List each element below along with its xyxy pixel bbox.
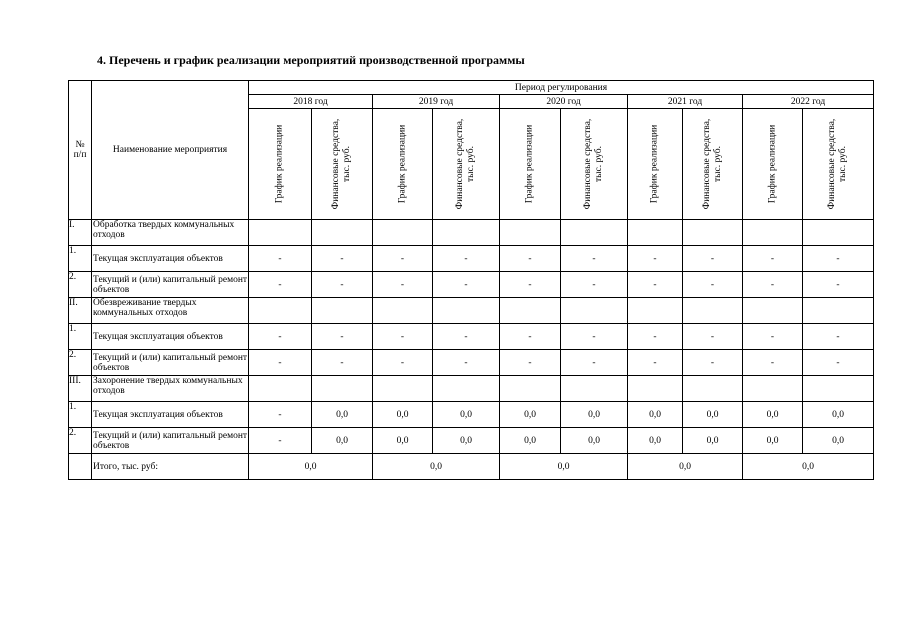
schedule-cell: - [500, 324, 561, 350]
schedule-header-label: График реализации [524, 124, 535, 204]
finance-cell: 0,0 [433, 428, 500, 454]
finance-cell: - [803, 324, 874, 350]
schedule-cell: - [743, 324, 803, 350]
finance-cell [803, 220, 874, 246]
row-name: Обезвреживание твердых коммунальных отходов [92, 298, 249, 324]
finance-cell [312, 376, 373, 402]
schedule-cell: - [743, 272, 803, 298]
schedule-cell [743, 376, 803, 402]
finance-cell: 0,0 [561, 402, 628, 428]
finance-cell: - [803, 350, 874, 376]
section-heading: 4. Перечень и график реализации мероприятий производственной программы [97, 53, 525, 67]
finance-cell: - [561, 350, 628, 376]
schedule-cell: 0,0 [500, 428, 561, 454]
row-name: Текущий и (или) капитальный ремонт объектов [92, 350, 249, 376]
schedule-cell: - [743, 246, 803, 272]
row-name: Текущая эксплуатация объектов [92, 402, 249, 428]
finance-cell [561, 376, 628, 402]
schedule-cell: - [500, 272, 561, 298]
table-row [69, 220, 874, 246]
finance-cell [683, 220, 743, 246]
schedule-cell [628, 220, 683, 246]
schedule-header [628, 109, 683, 220]
schedule-cell: - [249, 272, 312, 298]
finance-cell: - [803, 246, 874, 272]
schedule-cell: - [628, 324, 683, 350]
finance-cell [803, 376, 874, 402]
row-name: Текущий и (или) капитальный ремонт объектов [92, 428, 249, 454]
table-row [69, 428, 874, 454]
finance-header-label: Финансовые средства, тыс. руб. [331, 118, 352, 210]
finance-cell: - [561, 246, 628, 272]
finance-cell [683, 298, 743, 324]
schedule-cell: - [249, 324, 312, 350]
schedule-cell: 0,0 [628, 428, 683, 454]
row-number: 1. [69, 324, 92, 350]
row-number: I. [69, 220, 92, 246]
finance-cell: - [433, 350, 500, 376]
schedule-cell: - [743, 350, 803, 376]
finance-cell: 0,0 [433, 402, 500, 428]
schedule-cell [373, 376, 433, 402]
schedule-cell: - [249, 350, 312, 376]
schedule-cell [373, 298, 433, 324]
total-row [69, 454, 874, 480]
finance-cell: 0,0 [312, 428, 373, 454]
finance-cell: - [561, 272, 628, 298]
schedule-cell [500, 298, 561, 324]
schedule-cell: - [500, 246, 561, 272]
year-header: 2019 год [373, 95, 500, 109]
schedule-cell: - [249, 246, 312, 272]
finance-cell: - [312, 272, 373, 298]
finance-cell [561, 298, 628, 324]
finance-cell: - [683, 246, 743, 272]
row-number: III. [69, 376, 92, 402]
finance-cell [312, 220, 373, 246]
finance-header [683, 109, 743, 220]
schedule-cell [373, 220, 433, 246]
finance-cell: - [433, 272, 500, 298]
row-name: Обработка твердых коммунальных отходов [92, 220, 249, 246]
finance-header-label: Финансовые средства, тыс. руб. [583, 118, 604, 210]
total-value: 0,0 [249, 454, 373, 480]
table-row [69, 324, 874, 350]
finance-cell: - [312, 246, 373, 272]
finance-cell: - [683, 272, 743, 298]
finance-cell: - [803, 272, 874, 298]
schedule-cell: 0,0 [500, 402, 561, 428]
finance-cell: - [561, 324, 628, 350]
schedule-cell [500, 220, 561, 246]
finance-cell: - [312, 324, 373, 350]
schedule-cell: 0,0 [373, 428, 433, 454]
finance-cell: 0,0 [683, 428, 743, 454]
finance-header-label: Финансовые средства, тыс. руб. [827, 118, 848, 210]
year-header: 2018 год [249, 95, 373, 109]
schedule-cell: - [249, 428, 312, 454]
schedule-header [249, 109, 312, 220]
schedule-cell: 0,0 [743, 428, 803, 454]
year-header: 2022 год [743, 95, 874, 109]
row-name: Текущий и (или) капитальный ремонт объектов [92, 272, 249, 298]
finance-cell: 0,0 [312, 402, 373, 428]
table-row [69, 376, 874, 402]
schedule-cell: 0,0 [743, 402, 803, 428]
schedule-cell [500, 376, 561, 402]
finance-cell [433, 376, 500, 402]
table-header [69, 81, 874, 220]
finance-header [803, 109, 874, 220]
row-name: Текущая эксплуатация объектов [92, 324, 249, 350]
header-period [249, 81, 874, 95]
schedule-cell [743, 298, 803, 324]
schedule-cell: - [373, 350, 433, 376]
schedule-cell: - [249, 402, 312, 428]
schedule-cell: - [628, 272, 683, 298]
header-name [92, 81, 249, 220]
finance-cell: - [433, 324, 500, 350]
finance-cell [433, 220, 500, 246]
schedule-cell [249, 376, 312, 402]
year-header: 2020 год [500, 95, 628, 109]
schedule-cell [249, 298, 312, 324]
row-name: Текущая эксплуатация объектов [92, 246, 249, 272]
schedule-header [500, 109, 561, 220]
table-row [69, 350, 874, 376]
schedule-cell: - [628, 246, 683, 272]
finance-cell [683, 376, 743, 402]
row-number: 2. [69, 428, 92, 454]
row-number: 2. [69, 272, 92, 298]
table-row [69, 272, 874, 298]
header-num-label: № п/п [73, 140, 87, 160]
schedule-header [373, 109, 433, 220]
schedule-cell: - [373, 324, 433, 350]
schedule-cell [743, 220, 803, 246]
finance-cell: 0,0 [561, 428, 628, 454]
schedule-cell [249, 220, 312, 246]
schedule-header-label: График реализации [397, 124, 407, 204]
schedule-cell: - [500, 350, 561, 376]
finance-cell [433, 298, 500, 324]
total-value: 0,0 [500, 454, 628, 480]
table-row [69, 298, 874, 324]
finance-cell: - [433, 246, 500, 272]
schedule-cell [628, 298, 683, 324]
schedule-cell: - [373, 272, 433, 298]
finance-cell: - [683, 324, 743, 350]
header-name-label: Наименование мероприятия [112, 145, 228, 155]
finance-cell [803, 298, 874, 324]
table-row [69, 402, 874, 428]
total-num-cell [69, 454, 92, 480]
total-label: Итого, тыс. руб: [92, 454, 249, 480]
program-table [68, 80, 874, 480]
schedule-cell: 0,0 [373, 402, 433, 428]
table-row [69, 246, 874, 272]
total-value: 0,0 [743, 454, 874, 480]
header-num [69, 81, 92, 220]
finance-cell: 0,0 [683, 402, 743, 428]
schedule-cell [628, 376, 683, 402]
table-body [69, 220, 874, 480]
finance-header [433, 109, 500, 220]
year-header: 2021 год [628, 95, 743, 109]
row-name: Захоронение твердых коммунальных отходов [92, 376, 249, 402]
row-number: 1. [69, 402, 92, 428]
finance-header [561, 109, 628, 220]
header-period-label: Период регулирования [514, 82, 608, 93]
schedule-header-label: График реализации [649, 124, 660, 204]
finance-cell [312, 298, 373, 324]
schedule-header-label: График реализации [767, 124, 777, 204]
total-value: 0,0 [628, 454, 743, 480]
schedule-header-label: График реализации [274, 124, 285, 204]
finance-cell: 0,0 [803, 402, 874, 428]
row-number: II. [69, 298, 92, 324]
finance-cell: - [312, 350, 373, 376]
schedule-cell: - [373, 246, 433, 272]
row-number: 1. [69, 246, 92, 272]
finance-cell: - [683, 350, 743, 376]
finance-cell [561, 220, 628, 246]
schedule-header [743, 109, 803, 220]
finance-header-label: Финансовые средства, тыс. руб. [455, 118, 476, 210]
schedule-cell: 0,0 [628, 402, 683, 428]
finance-header-label: Финансовые средства, тыс. руб. [701, 118, 723, 210]
row-number: 2. [69, 350, 92, 376]
schedule-cell: - [628, 350, 683, 376]
finance-cell: 0,0 [803, 428, 874, 454]
total-value: 0,0 [373, 454, 500, 480]
finance-header [312, 109, 373, 220]
